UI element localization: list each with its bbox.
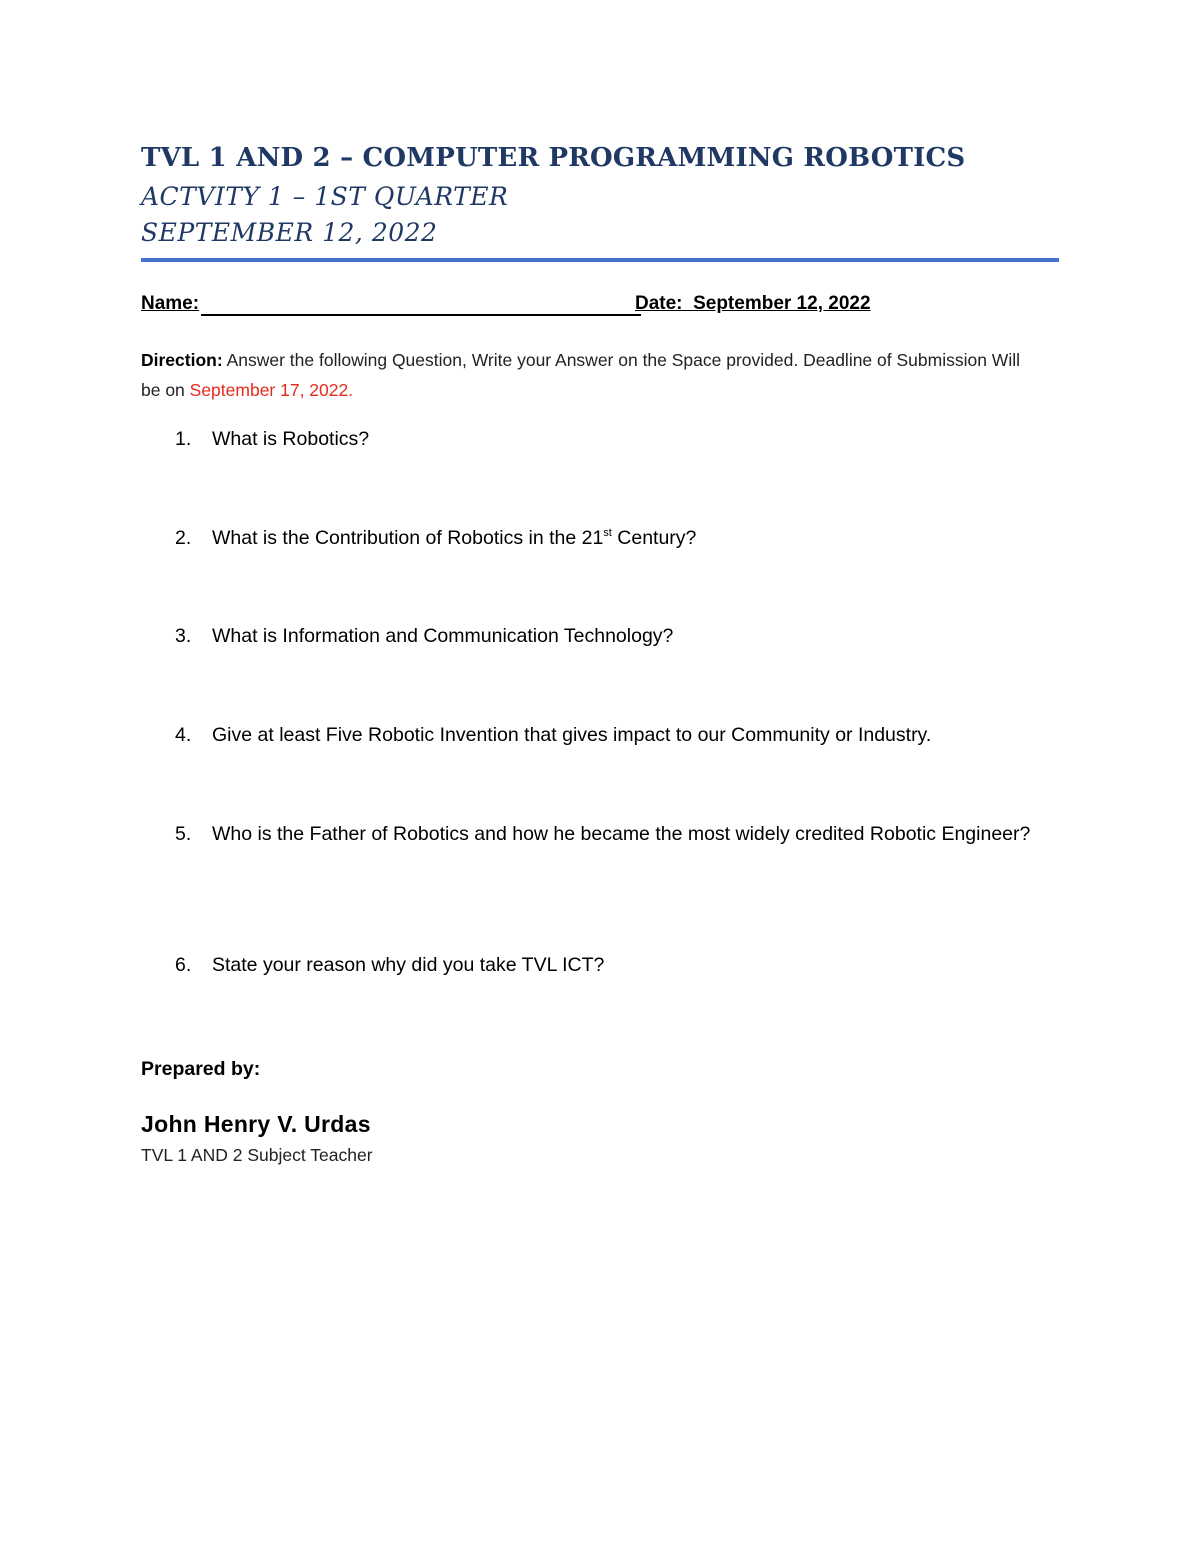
deadline-date: September 17, 2022. [189,380,354,400]
document-title: TVL 1 AND 2 – COMPUTER PROGRAMMING ROBOTICS [141,143,966,173]
prepared-by-label: Prepared by: [141,1058,261,1080]
question-text-part: Century? [611,527,697,549]
activity-subtitle: ACTVITY 1 – 1ST QUARTER [141,182,509,211]
question-number: 6. [175,954,192,976]
date-subtitle: SEPTEMBER 12, 2022 [141,218,438,247]
question-text [212,522,1032,555]
name-date-row [141,293,901,321]
question-text: What is Robotics? [212,428,370,450]
header-divider [141,258,1059,262]
question-number: 5. [175,823,192,845]
question-text: Who is the Father of Robotics and how he became the most widely credited Robotic Engineer? [212,823,1031,845]
teacher-name: John Henry V. Urdas [141,1111,371,1137]
question-number: 2. [175,527,192,549]
direction-label: Direction: [141,350,223,370]
question-text: State your reason why did you take TVL ICT? [212,954,605,976]
question-text-part: What is the Contribution of Robotics in the 21 [212,527,604,549]
name-label: Name: [141,293,200,314]
ordinal-suffix: st [603,527,612,539]
question-text: Give at least Five Robotic Invention that gives impact to our Community or Industry. [212,724,932,746]
direction-paragraph [141,345,1021,405]
name-blank-line[interactable] [201,314,641,316]
date-field [635,293,871,315]
question-text: What is Information and Communication Technology? [212,625,674,647]
question-number: 3. [175,625,192,647]
date-label: Date: [635,293,683,314]
question-number: 4. [175,724,192,746]
direction-text: Answer the following Question, Write your Answer on the Space provided. Deadline of Submission Will be on [141,350,1020,400]
teacher-role: TVL 1 AND 2 Subject Teacher [141,1145,373,1165]
date-value: September 12, 2022 [693,293,871,314]
question-number: 1. [175,428,192,450]
